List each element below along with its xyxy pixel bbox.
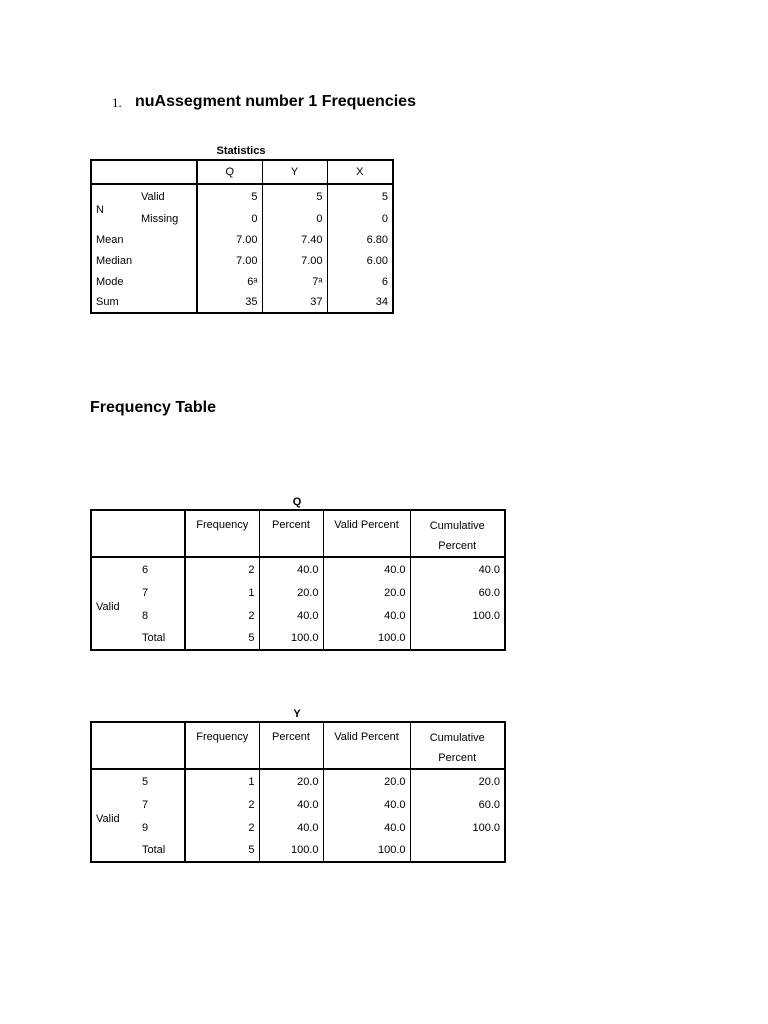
header-corner-cell [91, 510, 185, 557]
column-header: Percent [259, 722, 323, 769]
row-sublabel: Valid [137, 184, 197, 208]
table-header-row [91, 510, 505, 557]
table-row [91, 581, 505, 604]
group-label: Valid [96, 600, 120, 613]
table-cell [410, 839, 505, 862]
table-cell: 7.00 [197, 250, 262, 271]
table-row [91, 793, 505, 816]
row-label: Sum [91, 292, 197, 313]
row-label: Median [91, 250, 197, 271]
value-label: 8 [138, 604, 185, 627]
table-cell: 100.0 [323, 627, 410, 650]
table-cell: 2 [185, 557, 259, 581]
table-row [91, 839, 505, 862]
column-header: Valid Percent [323, 510, 410, 557]
column-header: Cumulative Percent [410, 510, 505, 557]
header-corner-cell [91, 160, 197, 184]
table-cell: 20.0 [478, 775, 500, 788]
table-cell: 100.0 [472, 821, 500, 834]
table-cell: 7.00 [197, 229, 262, 250]
table-row [91, 816, 505, 839]
y-frequency-table [90, 721, 506, 863]
table-row [91, 557, 505, 581]
table-cell: 100.0 [259, 627, 323, 650]
statistics-caption: Statistics [216, 145, 266, 157]
column-header: Cumulative Percent [410, 722, 505, 769]
row-label: Mean [91, 229, 197, 250]
table-row [91, 208, 393, 229]
table-cell: 2 [185, 604, 259, 627]
table-cell: 1 [185, 769, 259, 793]
heading-number: 1. [112, 95, 122, 110]
table-cell: 40.0 [478, 563, 500, 576]
table-cell: 6.80 [366, 233, 388, 246]
table-cell: 7.40 [262, 229, 327, 250]
q-table-caption: Q [292, 496, 302, 508]
header-corner-cell [91, 722, 185, 769]
table-cell: 40.0 [259, 557, 323, 581]
table-cell: 40.0 [323, 793, 410, 816]
table-row [91, 769, 505, 793]
column-header: Valid Percent [323, 722, 410, 769]
value-label: 6 [138, 557, 185, 581]
table-cell: 60.0 [478, 798, 500, 811]
table-cell: 0 [381, 212, 388, 225]
table-row [91, 229, 393, 250]
page-title: nuAssegment number 1 Frequencies [135, 93, 416, 110]
table-cell: 100.0 [472, 609, 500, 622]
table-cell: 20.0 [259, 769, 323, 793]
value-label: 7 [138, 793, 185, 816]
table-row [91, 292, 393, 313]
table-cell: 40.0 [259, 816, 323, 839]
group-label: Valid [96, 812, 120, 825]
table-cell: 20.0 [259, 581, 323, 604]
column-header: Y [262, 160, 327, 184]
table-cell: 20.0 [323, 581, 410, 604]
table-cell: 0 [262, 208, 327, 229]
table-cell: 2 [185, 816, 259, 839]
value-label: Total [138, 627, 185, 650]
table-cell: 1 [185, 581, 259, 604]
table-cell: 6.00 [366, 254, 388, 267]
table-cell: 5 [185, 627, 259, 650]
table-cell: 20.0 [323, 769, 410, 793]
value-label: 5 [138, 769, 185, 793]
column-header: Frequency [185, 722, 259, 769]
column-header: Q [197, 160, 262, 184]
table-cell: 100.0 [259, 839, 323, 862]
table-cell: 5 [262, 184, 327, 208]
table-cell: 35 [197, 292, 262, 313]
table-cell: 5 [381, 190, 388, 203]
y-table-caption: Y [293, 708, 301, 720]
table-cell: 7ᵃ [262, 271, 327, 292]
value-label: Total [138, 839, 185, 862]
table-cell: 40.0 [259, 793, 323, 816]
table-cell: 6 [381, 275, 388, 288]
column-header: Frequency [185, 510, 259, 557]
table-row [91, 271, 393, 292]
row-sublabel: Missing [137, 208, 197, 229]
table-row [91, 627, 505, 650]
table-cell: 40.0 [323, 604, 410, 627]
statistics-table [90, 159, 394, 314]
table-cell: 60.0 [478, 586, 500, 599]
table-row [91, 250, 393, 271]
table-cell: 100.0 [323, 839, 410, 862]
table-cell: 6ᵃ [197, 271, 262, 292]
table-cell: 37 [262, 292, 327, 313]
row-label: Mode [91, 271, 197, 292]
table-cell: 40.0 [323, 557, 410, 581]
table-cell: 0 [197, 208, 262, 229]
value-label: 9 [138, 816, 185, 839]
table-cell: 40.0 [323, 816, 410, 839]
table-row [91, 184, 393, 208]
table-cell: 5 [197, 184, 262, 208]
column-header: X [327, 160, 393, 184]
table-cell: 2 [185, 793, 259, 816]
q-frequency-table [90, 509, 506, 651]
row-label: N [96, 204, 104, 216]
section-heading: Frequency Table [90, 399, 216, 416]
table-cell: 5 [185, 839, 259, 862]
table-cell: 40.0 [259, 604, 323, 627]
table-cell [410, 627, 505, 650]
value-label: 7 [138, 581, 185, 604]
column-header: Percent [259, 510, 323, 557]
table-row [91, 604, 505, 627]
table-cell: 34 [375, 296, 388, 308]
table-header-row [91, 160, 393, 184]
table-cell: 7.00 [262, 250, 327, 271]
table-header-row [91, 722, 505, 769]
